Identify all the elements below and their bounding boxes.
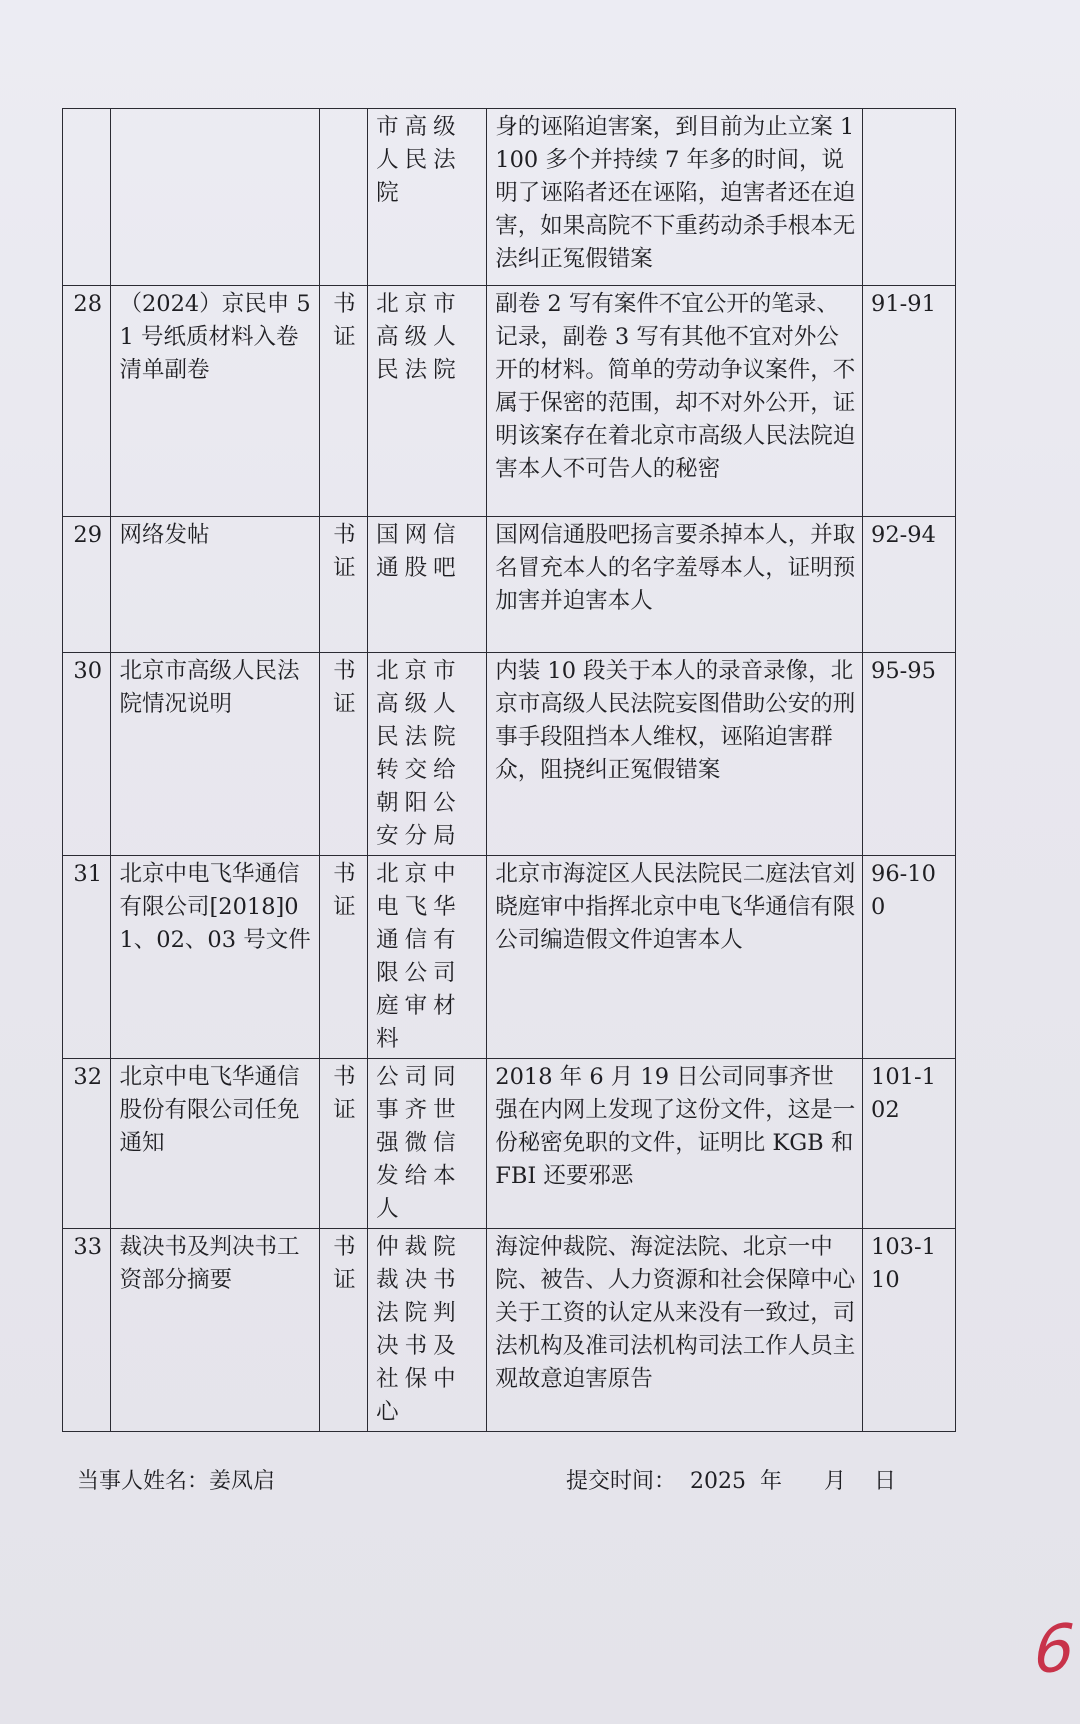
evidence-type: 书证: [319, 856, 367, 1059]
row-number: [63, 109, 111, 286]
row-number: 30: [63, 653, 111, 856]
evidence-source: 北京市高级人民法院转交给朝阳公安分局: [368, 653, 487, 856]
table-row: [63, 856, 956, 1059]
evidence-name: 北京中电飞华通信股份有限公司任免通知: [111, 1059, 319, 1229]
evidence-pages: 103-110: [863, 1229, 956, 1432]
evidence-source: 北京中电飞华通信有限公司庭审材料: [368, 856, 487, 1059]
table-row: [63, 653, 956, 856]
evidence-pages: 92-94: [863, 517, 956, 653]
table-row: [63, 109, 956, 286]
evidence-pages: 91-91: [863, 286, 956, 517]
evidence-description: 海淀仲裁院、海淀法院、北京一中院、被告、人力资源和社会保障中心关于工资的认定从来没有一致过，司法机构及准司法机构司法工作人员主观故意迫害原告: [487, 1229, 863, 1432]
evidence-source: 国网信通股吧: [368, 517, 487, 653]
handwritten-page-number: 6: [1032, 1610, 1076, 1690]
party-name-line: [77, 1466, 275, 1498]
evidence-description: 北京市海淀区人民法院民二庭法官刘晓庭审中指挥北京中电飞华通信有限公司编造假文件迫害本人: [487, 856, 863, 1059]
evidence-source: 仲裁院裁决书法院判决书及社保中心: [368, 1229, 487, 1432]
row-number: 31: [63, 856, 111, 1059]
evidence-type: 书证: [319, 1229, 367, 1432]
year-unit: 年: [760, 1469, 783, 1494]
evidence-description: 身的诬陷迫害案，到目前为止立案 1100 多个并持续 7 年多的时间，说明了诬陷者还在诬陷，迫害者还在迫害，如果高院不下重药动杀手根本无法纠正冤假错案: [487, 109, 863, 286]
table-row: [63, 286, 956, 517]
evidence-description: 内装 10 段关于本人的录音录像，北京市高级人民法院妄图借助公安的刑事手段阻挡本人维权，诬陷迫害群众，阻挠纠正冤假错案: [487, 653, 863, 856]
table-row: [63, 517, 956, 653]
evidence-source: 北京市高级人民法院: [368, 286, 487, 517]
submit-time-label: 提交时间：: [566, 1469, 677, 1494]
evidence-type: 书证: [319, 286, 367, 517]
evidence-type: 书证: [319, 1059, 367, 1229]
evidence-source: 公司同事齐世强微信发给本人: [368, 1059, 487, 1229]
table-row: [63, 1229, 956, 1432]
party-name-label: 当事人姓名：: [77, 1469, 210, 1494]
evidence-type: [319, 109, 367, 286]
evidence-description: 国网信通股吧扬言要杀掉本人，并取名冒充本人的名字羞辱本人，证明预加害并迫害本人: [487, 517, 863, 653]
party-name: 姜凤启: [209, 1469, 276, 1494]
evidence-name: 北京市高级人民法院情况说明: [111, 653, 319, 856]
evidence-pages: 95-95: [863, 653, 956, 856]
evidence-pages: 96-100: [863, 856, 956, 1059]
row-number: 32: [63, 1059, 111, 1229]
evidence-description: 2018 年 6 月 19 日公司同事齐世强在内网上发现了这份文件，这是一份秘密免职的文件，证明比 KGB 和 FBI 还要邪恶: [487, 1059, 863, 1229]
month-unit: 月: [824, 1469, 847, 1494]
day-unit: 日: [874, 1469, 897, 1494]
evidence-pages: 101-102: [863, 1059, 956, 1229]
row-number: 29: [63, 517, 111, 653]
evidence-type: 书证: [319, 517, 367, 653]
evidence-name: 北京中电飞华通信有限公司[2018]01、02、03 号文件: [111, 856, 319, 1059]
evidence-source: 市高级人民法院: [368, 109, 487, 286]
evidence-type: 书证: [319, 653, 367, 856]
table-row: [63, 1059, 956, 1229]
submit-year: 2025: [690, 1469, 747, 1494]
row-number: 28: [63, 286, 111, 517]
evidence-description: 副卷 2 写有案件不宜公开的笔录、记录，副卷 3 写有其他不宜对外公开的材料。简单的劳动争议案件，不属于保密的范围，却不对外公开，证明该案存在着北京市高级人民法院迫害本人不可告人的秘密: [487, 286, 863, 517]
row-number: 33: [63, 1229, 111, 1432]
evidence-table: [62, 108, 956, 1432]
evidence-pages: [863, 109, 956, 286]
evidence-name: （2024）京民申 51 号纸质材料入卷清单副卷: [111, 286, 319, 517]
evidence-name: [111, 109, 319, 286]
submit-time-line: [566, 1466, 896, 1498]
evidence-name: 网络发帖: [111, 517, 319, 653]
evidence-name: 裁决书及判决书工资部分摘要: [111, 1229, 319, 1432]
